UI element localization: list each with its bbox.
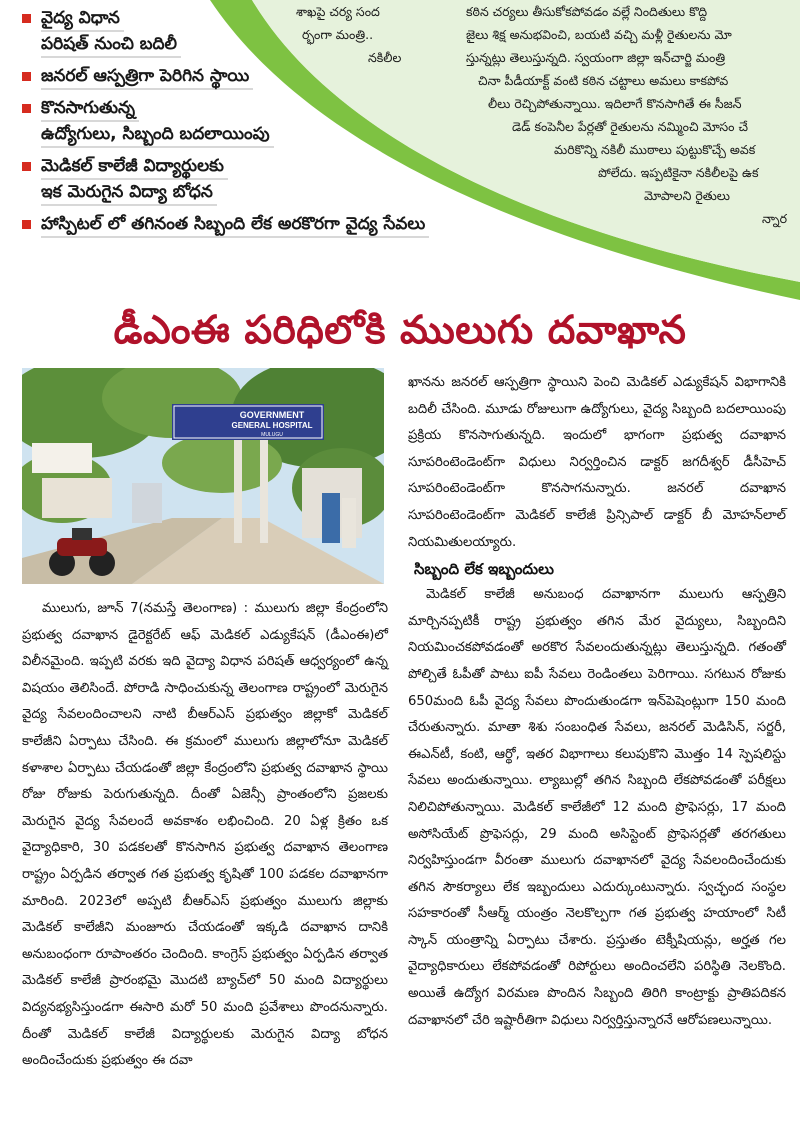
snippet-line: లీలు రెచ్చిపోతున్నాయి. ఇదిలాగే కొనసాగితే ఈ సీజన్: [488, 96, 742, 111]
highlight-item: [22, 64, 522, 90]
highlights-list: [22, 6, 522, 244]
article-body-right: [408, 370, 786, 1034]
highlight-item: [22, 96, 522, 148]
paragraph: మెడికల్ కాలేజీ అనుబంధ దవాఖానగా ములుగు ఆస్పత్రిని మార్చినప్పటికీ రాష్ట్ర ప్రభుత్వం తగిన మేర వైద్యులు, సిబ్బందిని నియమించకపోవడంతో అరకొర సేవలందుతున్నట్లు తెలుస్తున్నది. గతంతో పోల్చితే ఓపీతో పాటు ఐపీ సేవలు రెండింతలు పెరిగాయి. సగటున రోజుకు 650మంది ఓపీ వైద్య సేవలు పొందుతుండగా ఇన్‌పెషెంట్లుగా 150 మంది చేరుతున్నారు. మాతా శిశు సంబంధిత సేవలు, జనరల్ మెడిసిన్, సర్జరీ, ఈఎన్‌టీ, కంటి, ఆర్థో, ఇతర విభాగాలు కలుపుకొని మొత్తం 14 స్పెషలిస్టు సేవలు అందుతున్నాయి. ల్యాబుల్లో తగిన సిబ్బంది లేకపోవడంతో పరీక్షలు నిలిచిపోతున్నాయి. మెడికల్ కాలేజీలో 12 మంది ప్రొఫెసర్లు, 17 మంది అసోసియేట్ ప్రొఫెసర్లు, 29 మంది అసిస్టెంట్ ప్రొఫెసర్లతో తరగతులు నిర్వహిస్తుండగా వీరంతా ములుగు దవాఖానలో వైద్య సేవలందించేందుకు తగిన సౌకర్యాలు లేక ఇబ్బందులు ఎదుర్కుంటున్నారు. స్వచ్ఛంద సంస్థల సహకారంతో సీఆర్మ్ యంత్రం నెలకొల్పగా గత ప్రభుత్వ హయాంలో సిటీ స్కాన్ యంత్రాన్ని ఏర్పాటు చేశారు. ప్రస్తుతం టెక్నీషియన్లు, అర్హత గల వైద్యాధికారులు లేకపోవడంతో రిపోర్టులు అందించలేని పరిస్థితి నెలకొంది. అయితే ఉద్యోగ విరమణ పొందిన సిబ్బంది తిరిగి కాంట్రాక్టు ప్రాతిపదికన దవాఖానలో చేరి ఇష్టారీతిగా విధులు నిర్వర్తిస్తున్నారనే ఆరోపణలున్నాయి.: [408, 587, 786, 1028]
bullet-square-icon: [22, 72, 31, 81]
snippet-line: మోపాలని రైతులు: [644, 188, 730, 203]
snippet-line: ర్భంగా మంత్రి..: [302, 27, 374, 42]
bullet-square-icon: [22, 14, 31, 23]
highlight-text: మెడికల్ కాలేజీ విద్యార్థులకు: [41, 154, 228, 180]
snippet-line: మరికొన్ని నకిలీ ముఠాలు పుట్టుకొచ్చే అవక: [554, 142, 756, 157]
bullet-square-icon: [22, 220, 31, 229]
snippet-line: పోలేదు. ఇప్పటికైనా నకిలీలపై ఉక: [598, 165, 759, 180]
highlight-text: వైద్య విధాన: [41, 6, 124, 32]
highlight-text: కొనసాగుతున్న: [41, 96, 139, 122]
snippet-line: చినా పీడీయాక్ట్ వంటి కఠిన చట్టాలు అమలు కాకపోవ: [478, 73, 729, 88]
highlight-item: [22, 212, 522, 238]
section-subheading: సిబ్బంది లేక ఇబ్బందులు: [414, 560, 554, 579]
highlight-text: ఉద్యోగులు, సిబ్బంది బదలాయింపు: [41, 122, 274, 148]
paragraph: ములుగు, జూన్ 7(నమస్తే తెలంగాణ) : ములుగు జిల్లా కేంద్రంలోని ప్రభుత్వ దవాఖాన డైరెక్టరేట్ ఆఫ్ మెడికల్ ఎడ్యుకేషన్ (డీఎంఈ)లో విలీనమైంది. ఇప్పటి వరకు ఇది వైద్యా విధాన పరిషత్ ఆధ్వర్యంలో ఉన్న విషయం తెలిసిందే. పోరాడి సాధించుకున్న తెలంగాణ రాష్ట్రంలో మెరుగైన వైద్య సేవలందించాలని నాటి బీఆర్ఎస్ ప్రభుత్వం జిల్లాకో మెడికల్ కాలేజీని ఏర్పాటు చేసింది. ఈ క్రమంలో ములుగు జిల్లాలోనూ మెడికల్ కళాశాల ఏర్పాటు చేయడంతో జిల్లా కేంద్రంలోని ప్రభుత్వ దవాఖాన స్థాయి రోజు రోజుకు పెరుగుతున్నది. దీంతో ఏజెన్సీ ప్రాంతంలోని ప్రజలకు మెరుగైన వైద్య సేవలందే అవకాశం లభించింది. 20 ఏళ్ల క్రితం ఒక వైద్యాధికారి, 30 పడకలతో కొనసాగిన ప్రభుత్వ దవాఖాన తెలంగాణ రాష్ట్రం ఏర్పడిన తర్వాత గత ప్రభుత్వ కృషితో 100 పడకల దవాఖానగా మారింది. 2023లో అప్పటి బీఆర్ఎస్ ప్రభుత్వం ములుగు జిల్లాకు మెడికల్ కాలేజీని మంజూరు చేయడంతో ఇక్కడి దవాఖాన దానికి అనుబంధంగా రూపాంతరం చెందింది. కాంగ్రెస్ ప్రభుత్వం ఏర్పడిన తర్వాత మెడికల్ కాలేజీ ప్రారంభమై మొదటి బ్యాచ్‌లో 50 మంది విద్యార్థులు విద్యనభ్యసిస్తుండగా ఈసారి మరో 50 మంది ప్రవేశాలు పొందనున్నారు. దీంతో మెడికల్ కాలేజీ విద్యార్థులకు మెరుగైన విద్యా బోధన అందించేందుకు ప్రభుత్వం ఈ దవా: [22, 601, 388, 1069]
hospital-photo: [22, 368, 384, 584]
bullet-square-icon: [22, 104, 31, 113]
highlight-item: [22, 154, 522, 206]
board-title: GOVERNMENT: [239, 410, 305, 420]
highlight-text: ఇక మెరుగైన విద్యా బోధన: [41, 180, 217, 206]
snippet-line: నకిలీల: [368, 50, 402, 65]
highlight-text: జనరల్ ఆస్పత్రిగా పెరిగిన స్థాయి: [41, 64, 253, 90]
snippet-line: శాఖపై చర్య సంద: [296, 4, 380, 19]
snippet-line: జైలు శిక్ష అనుభవించి, బయటి వచ్చి మళ్లీ రైతులను మో: [466, 27, 732, 42]
bullet-square-icon: [22, 162, 31, 171]
highlight-text: పరిషత్ నుంచి బదిలీ: [41, 32, 181, 58]
highlight-item: [22, 6, 522, 58]
highlight-text: హాస్పిటల్ లో తగినంత సిబ్బంది లేక అరకొరగా వైద్య సేవలు: [41, 212, 429, 238]
board-subtitle: GENERAL HOSPITAL: [231, 421, 313, 430]
snippet-line: స్తున్నట్లు తెలుస్తున్నది. స్వయంగా జిల్లా ఇన్‌చార్జి మంత్రి: [466, 50, 726, 65]
snippet-line: కఠిన చర్యలు తీసుకోకపోవడం వల్లే నిందితులు కొద్ది: [466, 4, 708, 19]
paragraph: ఖానను జనరల్ ఆస్పత్రిగా స్థాయిని పెంచి మెడికల్ ఎడ్యుకేషన్ విభాగానికి బదిలీ చేసింది. మూడు రోజులుగా ఉద్యోగులు, వైద్య సిబ్బంది బదలాయింపు ప్రక్రియ కొనసాగుతున్నది. ఇందులో భాగంగా ప్రభుత్వ దవాఖాన సూపరింటెండెంట్‌గా విధులు నిర్వర్తించిన డాక్టర్ జగదీశ్వర్ డీసీహెచ్ సూపరింటెండెంట్‌గా కొనసాగనున్నారు. జనరల్ దవాఖాన సూపరింటెండెంట్‌గా మెడికల్ కాలేజీ ప్రిన్సిపాల్ డాక్టర్ బీ మోహన్‌లాల్ నియమితులయ్యారు.: [408, 375, 786, 550]
snippet-line: డెడ్ కంపెనీల పేర్లతో రైతులను నమ్మించి మోసం చే: [512, 119, 748, 134]
snippet-line: న్నార: [762, 211, 787, 226]
board-place: MULUGU: [261, 432, 283, 438]
article-body-left: [22, 596, 388, 1075]
article-headline: డీఎంఈ పరిధిలోకి ములుగు దవాఖాన: [113, 308, 687, 353]
